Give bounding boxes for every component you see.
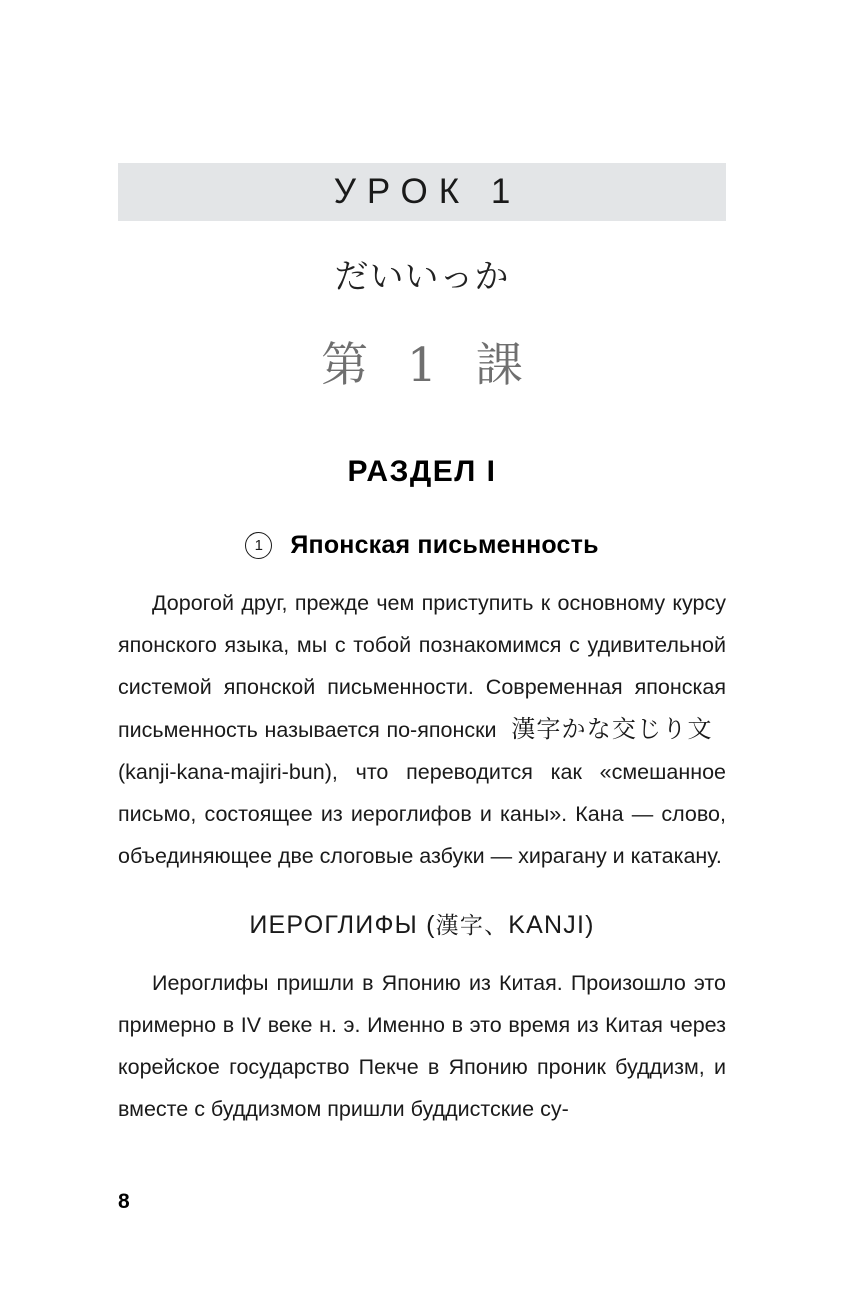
page-content	[118, 0, 726, 1130]
paragraph-kanji-history: Иероглифы пришли в Японию из Китая. Произошло это примерно в IV веке н. э. Именно в это время из Китая через корейское государство Пекче в Японию проник буддизм, и вместе с буддизмом пришли буддистские су-	[118, 971, 726, 1121]
lesson-kanji-title: 第 1 課	[321, 338, 535, 393]
circled-number-icon: 1	[245, 532, 272, 559]
page-number: 8	[118, 1190, 130, 1213]
paragraph-1-part-2: (kanji-kana-majiri-bun), что переводится как «смешанное письмо, состоящее из иероглифов и каны». Кана — слово, объединяющее две слоговые азбуки — хирагану и катакану.	[118, 760, 726, 868]
lesson-banner	[118, 163, 726, 221]
kanji-subheading-japanese: 漢字、	[435, 913, 509, 939]
subsection-title: Японская письменность	[290, 531, 599, 559]
kanji-subheading	[118, 907, 726, 940]
section-heading: РАЗДЕЛ I	[347, 455, 497, 488]
paragraph-1-part-1: Дорогой друг, прежде чем приступить к основному курсу японского языка, мы с тобой познакомимся с удивительной системой японской письменности. Современная японская письменность называется по-японски	[118, 591, 726, 742]
lesson-banner-title: УРОК 1	[333, 172, 522, 211]
lesson-kana-title: だいいっか	[334, 257, 510, 297]
paragraph-1-japanese-term: 漢字かな交じり文	[510, 715, 712, 743]
kanji-subheading-suffix: KANJI)	[508, 911, 595, 939]
subsection-heading	[118, 531, 726, 560]
paragraph-japanese-writing	[118, 582, 726, 877]
kanji-subheading-prefix: ИЕРОГЛИФЫ (	[249, 911, 436, 939]
